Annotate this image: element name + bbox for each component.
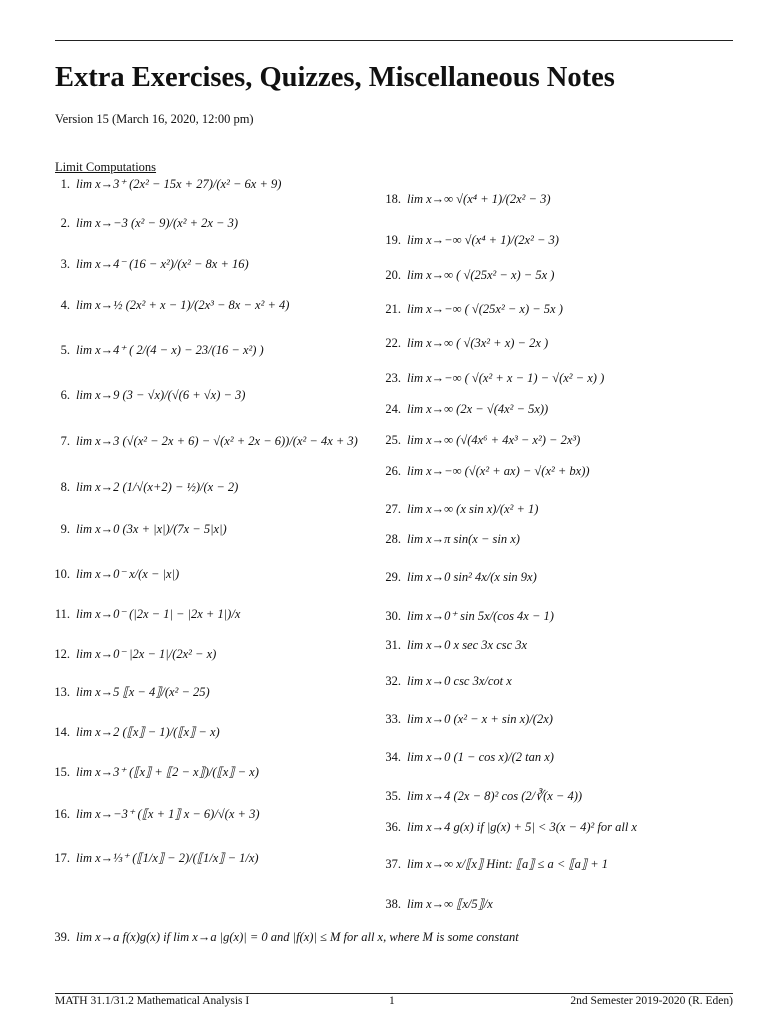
exercise-item [383, 608, 554, 624]
exercise-item [383, 570, 537, 585]
exercise-item [383, 532, 520, 547]
exercise-item [46, 216, 238, 231]
exercise-expression: lim x→−∞ √(x⁴ + 1)/(2x² − 3) [407, 233, 559, 247]
exercise-item [46, 298, 289, 313]
exercise-expression: lim x→2 (1/√(x+2) − ½)/(x − 2) [76, 480, 239, 494]
exercise-item [46, 480, 238, 495]
exercise-expression: lim x→∞ ( √(25x² − x) − 5x ) [407, 268, 555, 282]
exercise-number: 9. [60, 522, 70, 536]
exercise-number: 11. [54, 606, 70, 621]
exercise-expression: lim x→0⁻ (|2x − 1| − |2x + 1|)/x [76, 607, 241, 621]
footer-semester: 2nd Semester 2019-2020 (R. Eden) [570, 995, 733, 1007]
exercise-expression: lim x→2 (⟦x⟧ − 1)/(⟦x⟧ − x) [76, 725, 220, 739]
exercise-number: 28. [385, 532, 401, 546]
exercise-expression: lim x→0⁺ sin 5x/(cos 4x − 1) [407, 609, 554, 623]
exercise-number: 21. [385, 302, 401, 316]
exercise-item [383, 402, 548, 417]
version-line: Version 15 (March 16, 2020, 12:00 pm) [55, 112, 254, 126]
exercise-number: 29. [385, 570, 401, 584]
exercise-expression: lim x→∞ ⟦x/5⟧/x [407, 897, 493, 911]
exercise-expression: lim x→9 (3 − √x)/(√(6 + √x) − 3) [76, 388, 246, 402]
page-title: Extra Exercises, Quizzes, Miscellaneous Notes [55, 62, 615, 93]
exercise-item [46, 724, 220, 740]
exercise-item [46, 176, 281, 192]
exercise-expression: lim x→½ (2x² + x − 1)/(2x³ − 8x − x² + 4) [76, 298, 290, 312]
exercise-expression: lim x→⅓⁺ (⟦1/x⟧ − 2)/(⟦1/x⟧ − 1/x) [76, 851, 259, 865]
footer-page-number: 1 [389, 995, 395, 1007]
exercise-number: 37. [385, 856, 401, 871]
exercise-expression: lim x→∞ √(x⁴ + 1)/(2x² − 3) [407, 192, 551, 206]
exercise-item [383, 192, 550, 207]
exercise-expression: lim x→−3 (x² − 9)/(x² + 2x − 3) [76, 216, 239, 230]
bottom-rule [55, 993, 733, 994]
exercise-item [46, 522, 227, 537]
exercise-number: 27. [385, 502, 401, 516]
exercise-expression: lim x→−∞ ( √(25x² − x) − 5x ) [407, 302, 563, 316]
exercise-expression: lim x→0⁻ x/(x − |x|) [76, 567, 180, 581]
exercise-expression: lim x→0 sin² 4x/(x sin 9x) [407, 570, 537, 584]
exercise-expression: lim x→∞ x/⟦x⟧ Hint: ⟦a⟧ ≤ a < ⟦a⟧ + 1 [407, 857, 609, 871]
exercise-number: 20. [385, 268, 401, 282]
exercise-number: 3. [60, 256, 70, 271]
exercise-number: 6. [60, 388, 70, 402]
exercise-expression: lim x→a f(x)g(x) if lim x→a |g(x)| = 0 and |f(x)| ≤ M for all x, where M is some constant [76, 930, 519, 944]
exercise-expression: lim x→0 (3x + |x|)/(7x − 5|x|) [76, 522, 227, 536]
exercise-expression: lim x→4 (2x − 8)² cos (2/∛(x − 4)) [407, 789, 583, 803]
exercise-expression: lim x→0 csc 3x/cot x [407, 674, 512, 688]
exercise-number: 15. [54, 764, 70, 779]
exercise-number: 25. [385, 433, 401, 447]
exercise-expression: lim x→∞ (√(4x⁶ + 4x³ − x²) − 2x³) [407, 433, 581, 447]
exercise-item [383, 302, 563, 317]
exercise-number: 1. [60, 176, 70, 191]
exercise-number: 24. [385, 402, 401, 416]
exercise-number: 39. [54, 930, 70, 944]
exercise-item [383, 712, 553, 727]
exercise-item [383, 638, 527, 653]
exercise-item [46, 256, 249, 272]
exercise-number: 23. [385, 371, 401, 385]
exercise-number: 12. [54, 646, 70, 661]
exercise-item [383, 896, 493, 912]
exercise-expression: lim x→4⁺ ( 2/(4 − x) − 23/(16 − x²) ) [76, 343, 264, 357]
exercise-item [46, 646, 216, 662]
exercise-item [383, 433, 580, 448]
exercise-number: 5. [60, 342, 70, 357]
section-heading: Limit Computations [55, 160, 157, 174]
exercise-number: 26. [385, 464, 401, 478]
exercise-expression: lim x→4 g(x) if |g(x) + 5| < 3(x − 4)² for all x [407, 820, 637, 834]
exercise-number: 4. [60, 298, 70, 312]
exercise-number: 33. [385, 712, 401, 726]
exercise-expression: lim x→0 (x² − x + sin x)/(2x) [407, 712, 553, 726]
exercise-expression: lim x→0 x sec 3x csc 3x [407, 638, 528, 652]
exercise-item [46, 684, 210, 700]
exercise-number: 2. [60, 216, 70, 230]
exercise-number: 7. [60, 434, 70, 448]
exercise-expression: lim x→0⁻ |2x − 1|/(2x² − x) [76, 647, 217, 661]
exercise-item [46, 342, 264, 358]
exercise-number: 22. [385, 336, 401, 350]
exercise-item [383, 371, 604, 386]
exercise-item [46, 850, 259, 866]
exercise-item [383, 233, 559, 248]
exercise-expression: lim x→3⁺ (⟦x⟧ + ⟦2 − x⟧)/(⟦x⟧ − x) [76, 765, 259, 779]
exercise-item-39 [46, 930, 519, 945]
exercise-number: 38. [385, 896, 401, 911]
exercise-item [383, 268, 554, 283]
exercise-item [383, 856, 608, 872]
exercise-item [383, 750, 554, 765]
exercise-item [383, 502, 538, 517]
exercise-expression: lim x→∞ ( √(3x² + x) − 2x ) [407, 336, 549, 350]
exercise-expression: lim x→−∞ (√(x² + ax) − √(x² + bx)) [407, 464, 590, 478]
exercise-item [383, 674, 512, 689]
exercise-item [46, 806, 260, 822]
exercise-expression: lim x→∞ (2x − √(4x² − 5x)) [407, 402, 549, 416]
exercise-expression: lim x→−3⁺ (⟦x + 1⟧ x − 6)/√(x + 3) [76, 807, 260, 821]
exercise-expression: lim x→0 (1 − cos x)/(2 tan x) [407, 750, 554, 764]
exercise-number: 34. [385, 750, 401, 764]
exercise-expression: lim x→5 ⟦x − 4⟧/(x² − 25) [76, 685, 210, 699]
exercise-expression: lim x→4⁻ (16 − x²)/(x² − 8x + 16) [76, 257, 249, 271]
exercise-item [383, 464, 590, 479]
exercise-number: 31. [385, 638, 401, 652]
exercise-number: 18. [385, 192, 401, 206]
exercise-expression: lim x→π sin(x − sin x) [407, 532, 520, 546]
exercise-item [383, 788, 582, 804]
top-rule [55, 40, 733, 41]
exercise-expression: lim x→−∞ ( √(x² + x − 1) − √(x² − x) ) [407, 371, 605, 385]
exercise-number: 10. [54, 566, 70, 581]
exercise-number: 32. [385, 674, 401, 688]
exercise-item [46, 566, 179, 582]
exercise-expression: lim x→∞ (x sin x)/(x² + 1) [407, 502, 539, 516]
exercise-number: 30. [385, 608, 401, 623]
exercise-number: 36. [385, 820, 401, 834]
exercise-item [383, 820, 637, 835]
exercise-item [46, 606, 240, 622]
exercise-expression: lim x→3⁺ (2x² − 15x + 27)/(x² − 6x + 9) [76, 177, 282, 191]
footer-course: MATH 31.1/31.2 Mathematical Analysis I [55, 995, 250, 1007]
exercise-item [46, 434, 358, 449]
exercise-number: 8. [60, 480, 70, 494]
exercise-number: 19. [385, 233, 401, 247]
exercise-item [46, 388, 245, 403]
exercise-number: 35. [385, 788, 401, 803]
exercise-number: 16. [54, 806, 70, 821]
exercise-item [383, 336, 548, 351]
exercise-item [46, 764, 259, 780]
exercise-number: 17. [54, 850, 70, 865]
exercise-number: 13. [54, 684, 70, 699]
exercise-number: 14. [54, 724, 70, 739]
exercise-expression: lim x→3 (√(x² − 2x + 6) − √(x² + 2x − 6))/(x² − 4x + 3) [76, 434, 358, 448]
